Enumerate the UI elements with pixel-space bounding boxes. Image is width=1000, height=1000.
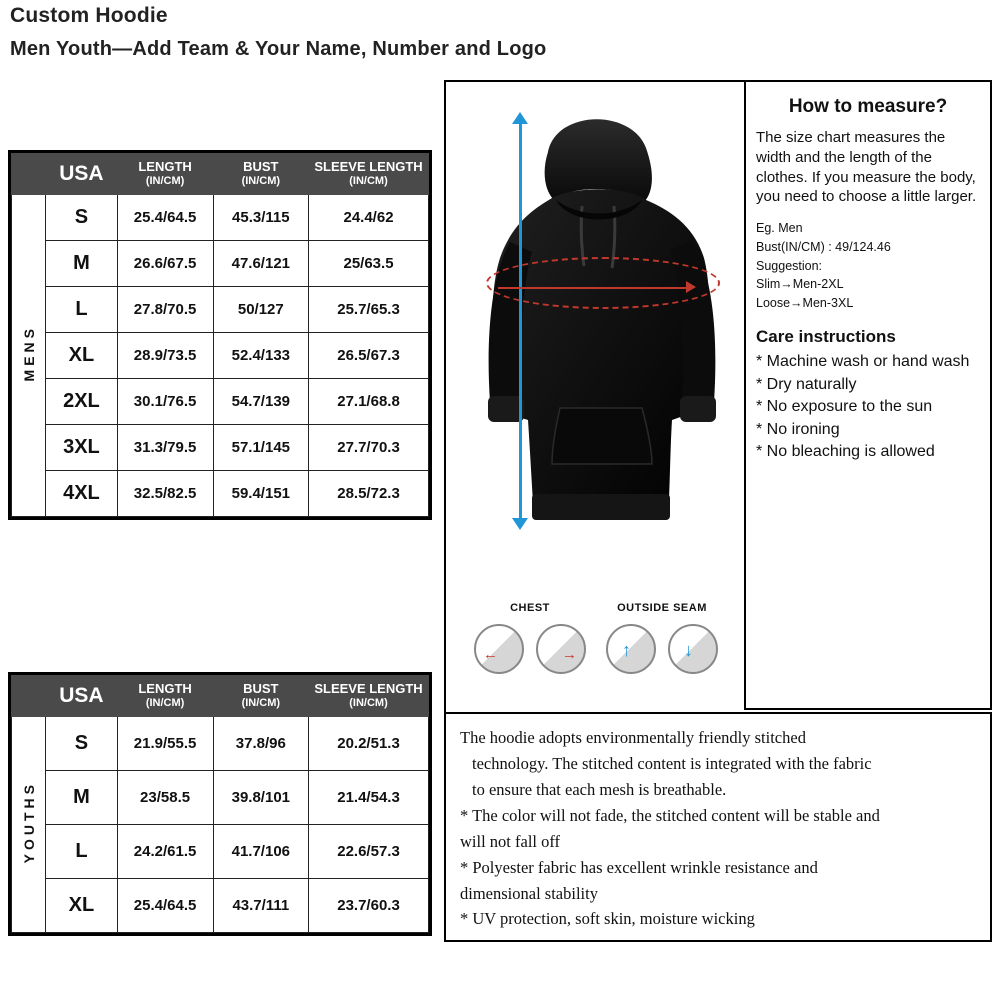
chest-measure-line [498,287,693,289]
note-line: technology. The stitched content is integrated with the fabric [472,753,872,773]
row-sleeve: 26.5/67.3 [309,332,429,378]
arrow-right-glyph: → [562,646,577,663]
row-sleeve: 28.5/72.3 [309,470,429,516]
table-row [12,824,429,878]
header-length-text: LENGTH [138,159,192,174]
chest-left-arrow-icon [474,624,524,674]
chest-icon-group [474,602,586,674]
care-instructions-list [756,351,980,463]
note-line: * Polyester fabric has excellent wrinkle resistance and [460,857,818,877]
header-length [117,154,213,195]
length-measure-line [519,122,522,527]
row-length: 26.6/67.5 [117,240,213,286]
example-line: Bust(IN/CM) : 49/124.46 [756,239,891,254]
row-length: 30.1/76.5 [117,378,213,424]
row-bust: 52.4/133 [213,332,308,378]
header-usa: USA [46,676,117,717]
seam-icon-group [606,602,718,674]
row-bust: 59.4/151 [213,470,308,516]
table-header-row [12,676,429,717]
fabric-notes-panel [444,712,992,942]
care-item: * No bleaching is allowed [756,443,935,461]
table-row [12,878,429,932]
arrow-down-glyph: ↓ [684,640,693,660]
care-item: * Dry naturally [756,375,857,393]
page-header [10,4,546,61]
row-sleeve: 25.7/65.3 [309,286,429,332]
table-row [12,424,429,470]
arrow-up-glyph: ↑ [622,640,631,660]
row-size: L [46,286,117,332]
how-to-measure-body: The size chart measures the width and the length of the clothes. If you measure the body, you need to choose a little larger. [756,129,977,206]
table-row [12,286,429,332]
row-sleeve: 23.7/60.3 [309,878,429,932]
header-bust [213,154,308,195]
row-size: S [46,194,117,240]
note-line: will not fall off [460,831,561,851]
row-sleeve: 25/63.5 [309,240,429,286]
mens-side-label: MENS [20,325,37,382]
care-item: * No exposure to the sun [756,398,933,416]
row-bust: 41.7/106 [213,824,308,878]
row-length: 27.8/70.5 [117,286,213,332]
row-size: XL [46,878,117,932]
header-length [117,676,213,717]
seam-caption: OUTSIDE SEAM [617,602,707,614]
header-length-unit: (IN/CM) [145,696,185,709]
header-sleeve-text: SLEEVE LENGTH [314,681,423,696]
row-sleeve: 27.7/70.3 [309,424,429,470]
header-bust-unit: (IN/CM) [241,696,281,709]
note-line: The hoodie adopts environmentally friendly stitched [460,728,806,747]
row-bust: 57.1/145 [213,424,308,470]
fabric-notes-text [460,726,976,931]
example-line: Eg. Men [756,221,803,236]
info-panel [744,80,992,710]
arrow-left-glyph: ← [483,646,498,663]
header-sleeve [309,154,429,195]
row-bust: 39.8/101 [213,770,308,824]
header-sleeve-unit: (IN/CM) [349,174,388,187]
note-line: * UV protection, soft skin, moisture wicking [460,909,755,929]
row-sleeve: 20.2/51.3 [309,716,429,770]
example-line: Suggestion: [756,258,823,273]
youths-side-header [12,676,46,717]
header-sleeve [309,676,429,717]
row-size: XL [46,332,117,378]
row-bust: 50/127 [213,286,308,332]
row-bust: 45.3/115 [213,194,308,240]
youths-size-table [8,672,432,936]
header-bust-text: BUST [243,159,279,174]
row-sleeve: 21.4/54.3 [309,770,429,824]
note-line: dimensional stability [460,883,598,903]
page-title: Custom Hoodie [10,4,168,27]
row-size: L [46,824,117,878]
header-bust-unit: (IN/CM) [241,174,281,187]
row-sleeve: 27.1/68.8 [309,378,429,424]
row-length: 25.4/64.5 [117,194,213,240]
table-row [12,240,429,286]
row-bust: 54.7/139 [213,378,308,424]
youths-side-label-cell [12,716,46,932]
length-arrow-down-icon [512,518,528,530]
youths-side-label: YOUTHS [20,781,37,864]
row-size: 3XL [46,424,117,470]
table-header-row [12,154,429,195]
table-row [12,332,429,378]
row-size: M [46,770,117,824]
header-length-text: LENGTH [138,681,192,696]
row-size: 2XL [46,378,117,424]
row-sleeve: 22.6/57.3 [309,824,429,878]
table-row [12,716,429,770]
chest-right-arrow-icon [536,624,586,674]
header-bust-text: BUST [243,681,279,696]
how-to-measure-title: How to measure? [788,96,948,117]
page-subtitle: Men Youth—Add Team & Your Name, Number and Logo [10,38,547,60]
note-line: * The color will not fade, the stitched content will be stable and [460,805,880,825]
hoodie-diagram-panel [444,80,746,714]
mens-size-table [8,150,432,520]
note-line: to ensure that each mesh is breathable. [472,779,727,799]
header-usa: USA [46,154,117,195]
seam-down-arrow-icon [668,624,718,674]
header-sleeve-unit: (IN/CM) [349,696,388,709]
chest-caption: CHEST [510,602,550,614]
header-bust [213,676,308,717]
row-size: 4XL [46,470,117,516]
table-row [12,770,429,824]
seam-up-arrow-icon [606,624,656,674]
care-item: * No ironing [756,420,840,438]
row-length: 24.2/61.5 [117,824,213,878]
row-length: 23/58.5 [117,770,213,824]
header-length-unit: (IN/CM) [145,174,185,187]
chest-measure-ellipse [486,257,720,309]
table-row [12,194,429,240]
row-bust: 43.7/111 [213,878,308,932]
row-bust: 47.6/121 [213,240,308,286]
chest-arrow-icon [686,281,696,293]
row-size: S [46,716,117,770]
row-size: M [46,240,117,286]
care-instructions-title: Care instructions [756,326,896,346]
example-block [756,219,980,313]
header-sleeve-text: SLEEVE LENGTH [314,159,423,174]
row-length: 28.9/73.5 [117,332,213,378]
example-line: Slim→Men-2XL [756,277,844,292]
hoodie-illustration [456,90,736,530]
row-length: 31.3/79.5 [117,424,213,470]
mens-side-label-cell [12,194,46,516]
table-row [12,470,429,516]
row-sleeve: 24.4/62 [309,194,429,240]
row-bust: 37.8/96 [213,716,308,770]
mens-side-header [12,154,46,195]
row-length: 25.4/64.5 [117,878,213,932]
table-row [12,378,429,424]
example-line: Loose→Men-3XL [756,296,854,311]
row-length: 21.9/55.5 [117,716,213,770]
care-item: * Machine wash or hand wash [756,352,970,370]
row-length: 32.5/82.5 [117,470,213,516]
